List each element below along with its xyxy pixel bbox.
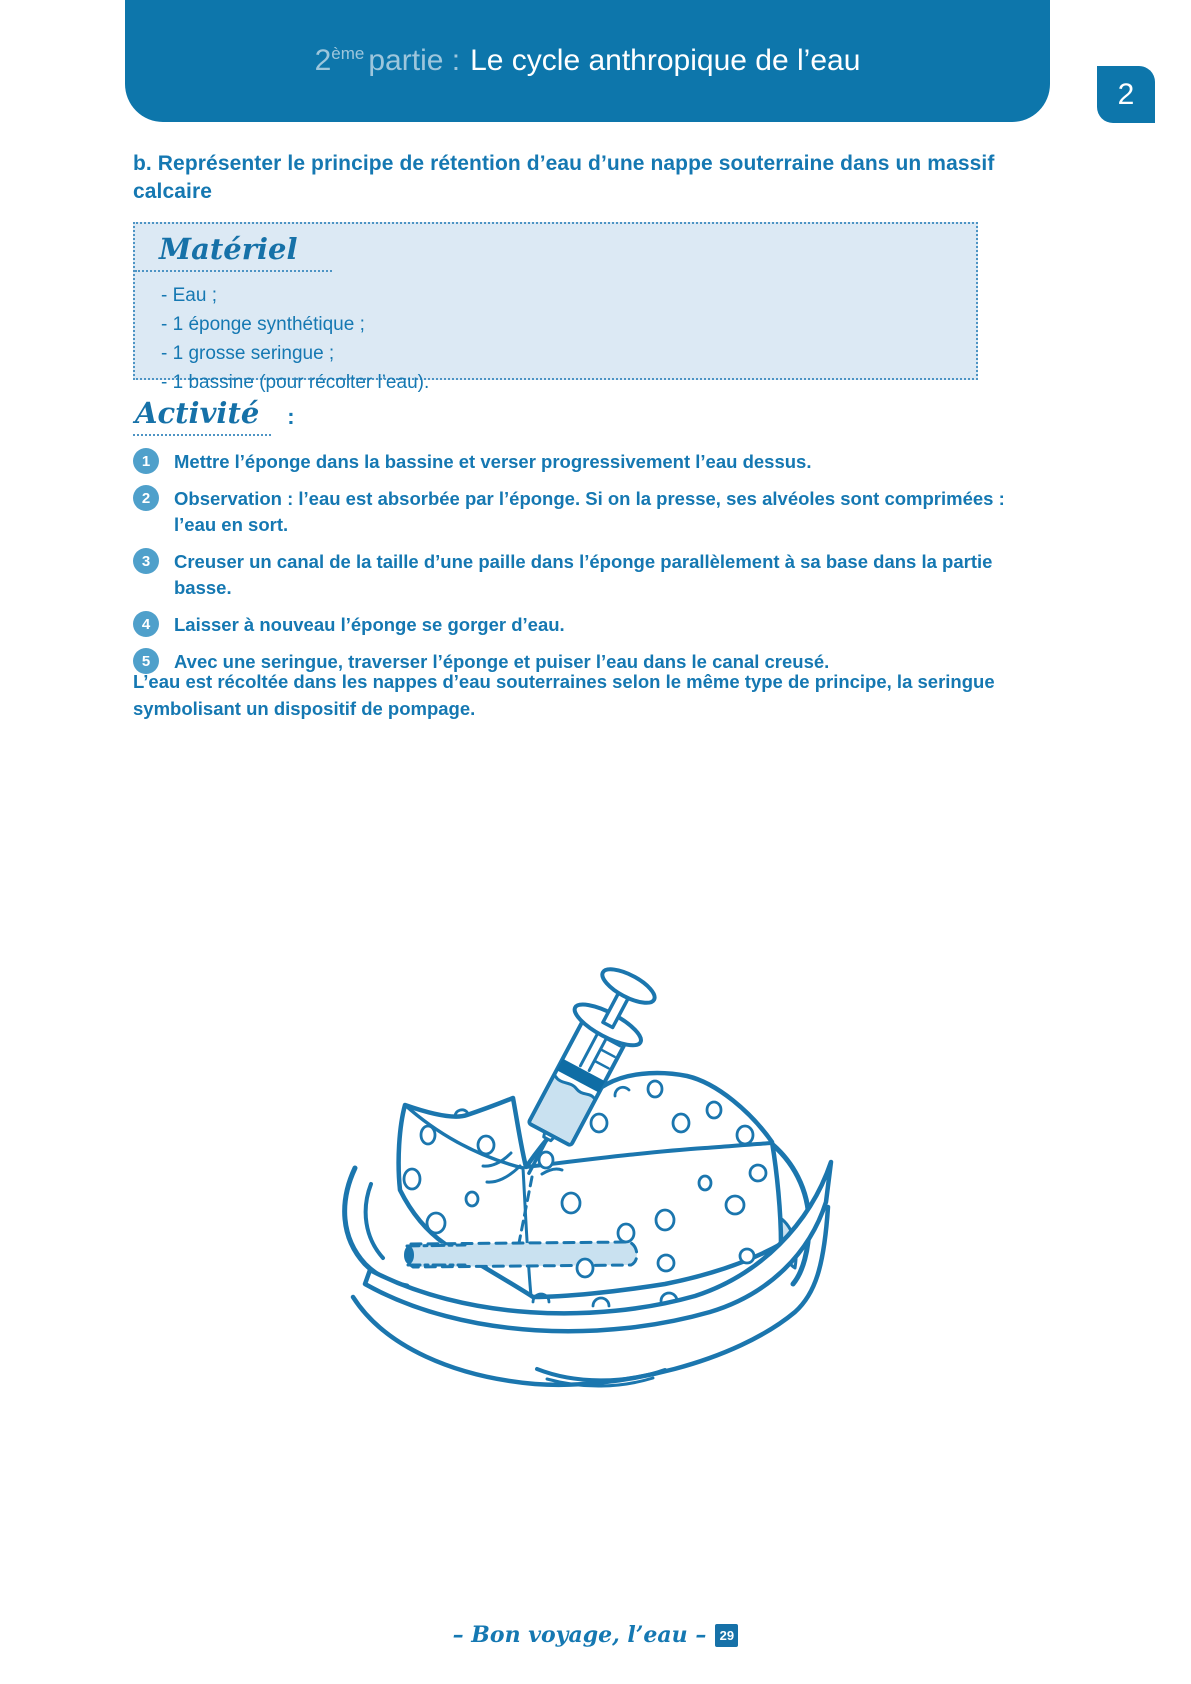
materiel-item: - 1 éponge synthétique ;	[161, 314, 365, 335]
step-number-badge: 5	[133, 648, 159, 674]
materiel-item: - 1 grosse seringue ;	[161, 343, 335, 364]
activite-title-row	[133, 396, 295, 436]
activite-colon: :	[287, 404, 295, 429]
canal	[404, 1242, 637, 1267]
activite-title: Activité	[133, 396, 271, 436]
step-text: Avec une seringue, traverser l’éponge et puiser l’eau dans le canal creusé.	[174, 651, 830, 672]
conclusion-paragraph: L’eau est récoltée dans les nappes d’eau souterraines selon le même type de principe, la seringue symbolisant un dispositif de pompage.	[133, 671, 995, 719]
header-title: Le cycle anthropique de l’eau	[470, 44, 861, 77]
step-number-badge: 2	[133, 485, 159, 511]
step-text: Laisser à nouveau l’éponge se gorger d’eau.	[174, 614, 565, 635]
step-number-badge: 4	[133, 611, 159, 637]
header-part-prefix: 2ème partie :	[314, 44, 461, 77]
chapter-number-tab: 2	[1097, 66, 1155, 123]
step-row	[133, 486, 1013, 538]
materiel-item: - 1 bassine (pour récolter l’eau).	[161, 372, 430, 393]
page-number-badge: 29	[715, 1624, 738, 1647]
materiel-item: - Eau ;	[161, 285, 217, 306]
section-heading: b. Représenter le principe de rétention d’eau d’une nappe souterraine dans un massif calcaire	[133, 152, 995, 203]
step-text: Creuser un canal de la taille d’une paille dans l’éponge parallèlement à sa base dans la partie basse.	[174, 551, 993, 598]
header-banner	[125, 0, 1050, 122]
footer-text: – Bon voyage, l’eau –	[452, 1622, 707, 1648]
plunger-thumb-rest	[598, 963, 660, 1010]
footer	[0, 1622, 1191, 1648]
materiel-box	[133, 222, 978, 393]
step-number-badge: 3	[133, 548, 159, 574]
step-row	[133, 612, 1013, 638]
step-text: Observation : l’eau est absorbée par l’éponge. Si on la presse, ses alvéoles sont comprimées : l’eau en sort.	[174, 488, 1005, 535]
step-text: Mettre l’éponge dans la bassine et verser progressivement l’eau dessus.	[174, 451, 812, 472]
activity-steps	[133, 449, 1013, 686]
materiel-list	[161, 281, 976, 397]
sponge-syringe-illustration	[315, 872, 845, 1407]
materiel-title: Matériel	[135, 230, 332, 272]
step-row	[133, 549, 1013, 601]
step-number-badge: 1	[133, 448, 159, 474]
step-row	[133, 449, 1013, 475]
